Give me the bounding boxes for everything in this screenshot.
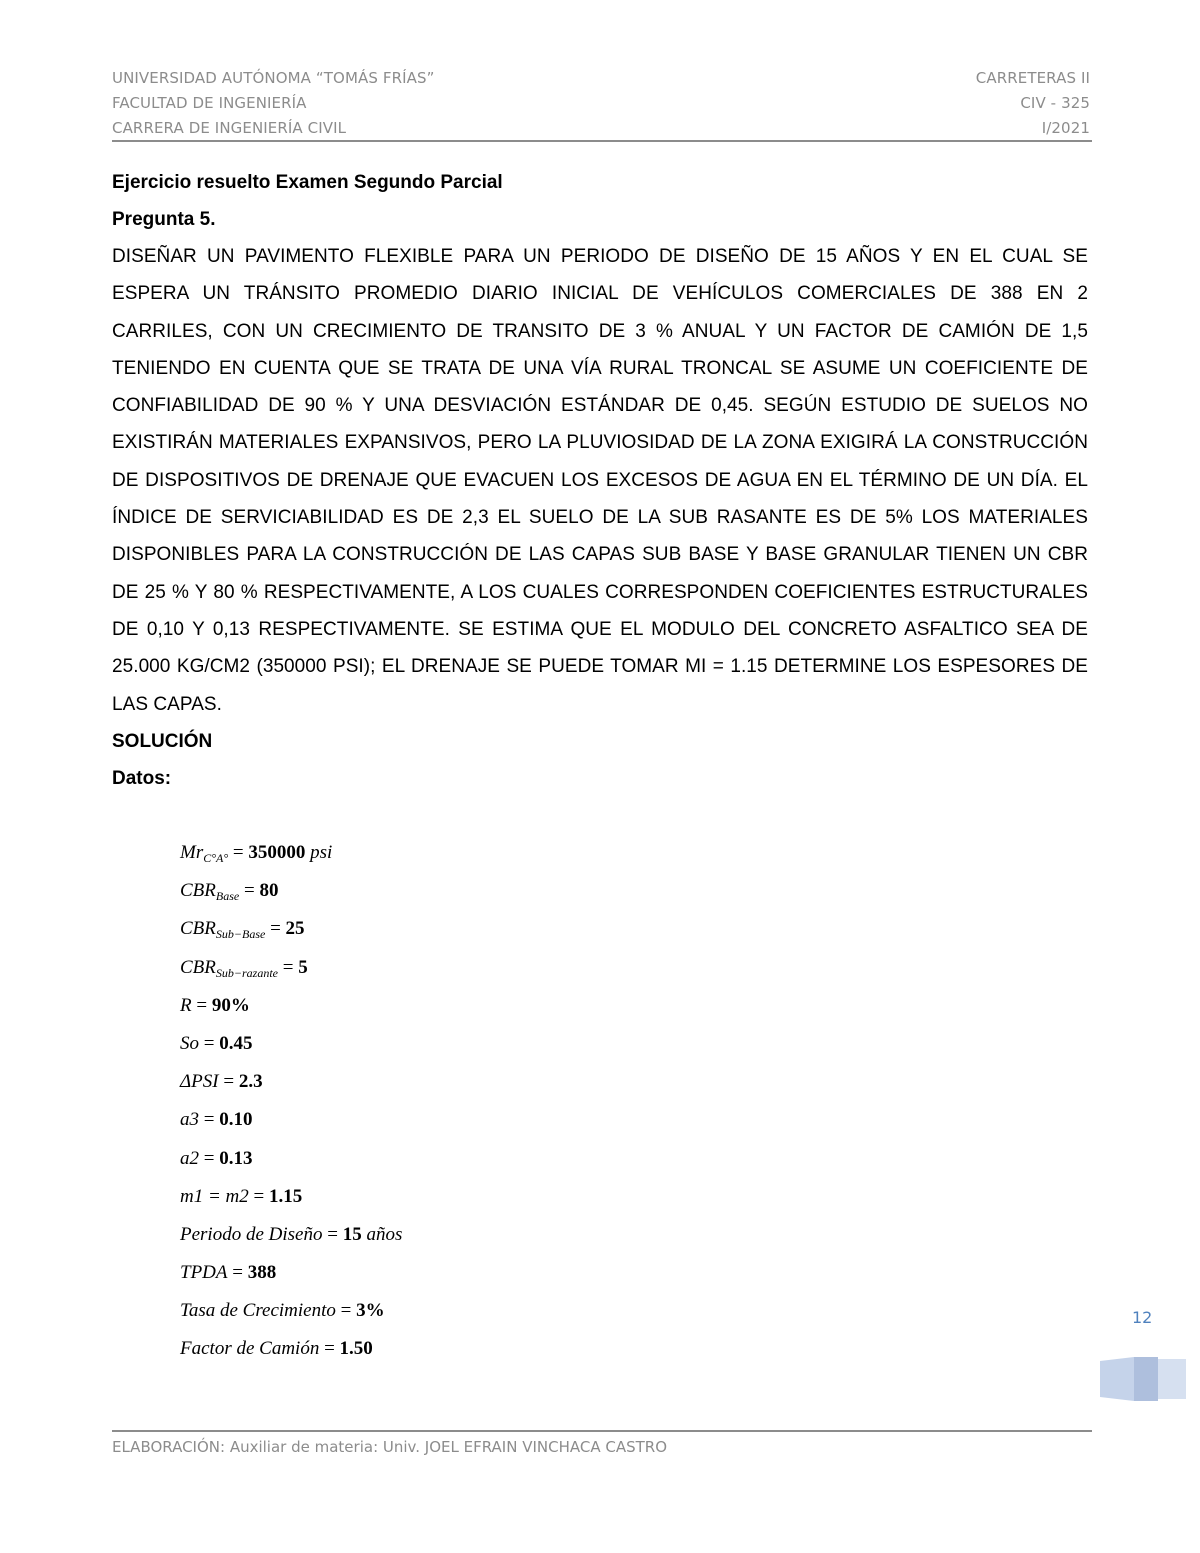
document-title: Ejercicio resuelto Examen Segundo Parcial xyxy=(112,172,503,193)
university-name: UNIVERSIDAD AUTÓNOMA “TOMÁS FRÍAS” xyxy=(112,69,435,87)
page-tab-decoration xyxy=(1098,1355,1188,1403)
page-header xyxy=(112,66,1090,141)
data-item: So = 0.45 xyxy=(180,1032,253,1054)
semester: I/2021 xyxy=(1041,119,1090,137)
data-item: Tasa de Crecimiento = 3% xyxy=(180,1300,385,1322)
header-divider xyxy=(112,140,1092,142)
solution-heading: SOLUCIÓN xyxy=(112,730,213,752)
faculty-name: FACULTAD DE INGENIERÍA xyxy=(112,94,307,112)
course-name: CARRETERAS II xyxy=(975,69,1090,87)
data-item: a2 = 0.13 xyxy=(180,1147,253,1169)
data-item: $CBR_{Sub-Base} = 25$ xyxy=(180,918,305,942)
footer-divider xyxy=(112,1430,1092,1432)
question-label: Pregunta 5. xyxy=(112,209,216,230)
career-name: CARRERA DE INGENIERÍA CIVIL xyxy=(112,119,347,137)
data-item: R = 90% xyxy=(180,994,250,1016)
data-item: Periodo de Diseño = 15 años xyxy=(180,1223,403,1245)
data-item: TPDA = 388 xyxy=(180,1262,277,1284)
data-item: $CBR_{Base} = 80$ xyxy=(180,880,279,904)
data-item: a3 = 0.10 xyxy=(180,1109,253,1131)
problem-statement: DISEÑAR UN PAVIMENTO FLEXIBLE PARA UN PERIODO DE DISEÑO DE 15 AÑOS Y EN EL CUAL SE ESPERA UN TRÁNSITO PROMEDIO DIARIO INICIAL DE VEHÍCULOS COMERCIALES DE 388 EN 2 CARRILES, CON UN CRECIMIENTO DE TRANSITO DE 3 % ANUAL Y UN FACTOR DE CAMIÓN DE 1,5 TENIENDO EN CUENTA QUE SE TRATA DE UNA VÍA RURAL TRONCAL SE ASUME UN COEFICIENTE DE CONFIABILIDAD DE 90 % Y UNA DESVIACIÓN ESTÁNDAR DE 0,45. SEGÚN ESTUDIO DE SUELOS NO EXISTIRÁN MATERIALES EXPANSIVOS, PERO LA PLUVIOSIDAD DE LA ZONA EXIGIRÁ LA CONSTRUCCIÓN DE DISPOSITIVOS DE DRENAJE QUE EVACUEN LOS EXCESOS DE AGUA EN EL TÉRMINO DE UN DÍA. EL ÍNDICE DE SERVICIABILIDAD ES DE 2,3 EL SUELO DE LA SUB RASANTE ES DE 5% LOS MATERIALES DISPONIBLES PARA LA CONSTRUCCIÓN DE LAS CAPAS SUB BASE Y BASE GRANULAR TIENEN UN CBR DE 25 % Y 80 % RESPECTIVAMENTE, A LOS CUALES CORRESPONDEN COEFICIENTES ESTRUCTURALES DE 0,10 Y 0,13 RESPECTIVAMENTE. SE ESTIMA QUE EL MODULO DEL CONCRETO ASFALTICO SEA DE 25.000 KG/CM2 (350000 PSI); EL DRENAJE SE PUEDE TOMAR MI = 1.15 DETERMINE LOS ESPESORES DE LAS CAPAS. xyxy=(112,246,1088,715)
course-code: CIV - 325 xyxy=(1020,94,1090,112)
document-body xyxy=(112,164,1088,797)
page-number: 12 xyxy=(1132,1308,1153,1327)
data-item: $Mr_{C^\circ A^\circ} = 350000$ psi xyxy=(180,842,333,865)
data-item: m1 = m2 = 1.15 xyxy=(180,1185,303,1207)
data-item: $CBR_{Sub-razante} = 5$ xyxy=(180,956,308,980)
data-heading: Datos: xyxy=(112,767,172,789)
page-footer: ELABORACIÓN: Auxiliar de materia: Univ. JOEL EFRAIN VINCHACA CASTRO xyxy=(112,1438,668,1456)
data-list xyxy=(180,834,402,1369)
data-item: ΔPSI = 2.3 xyxy=(180,1071,263,1093)
data-item: Factor de Camión = 1.50 xyxy=(180,1338,373,1360)
